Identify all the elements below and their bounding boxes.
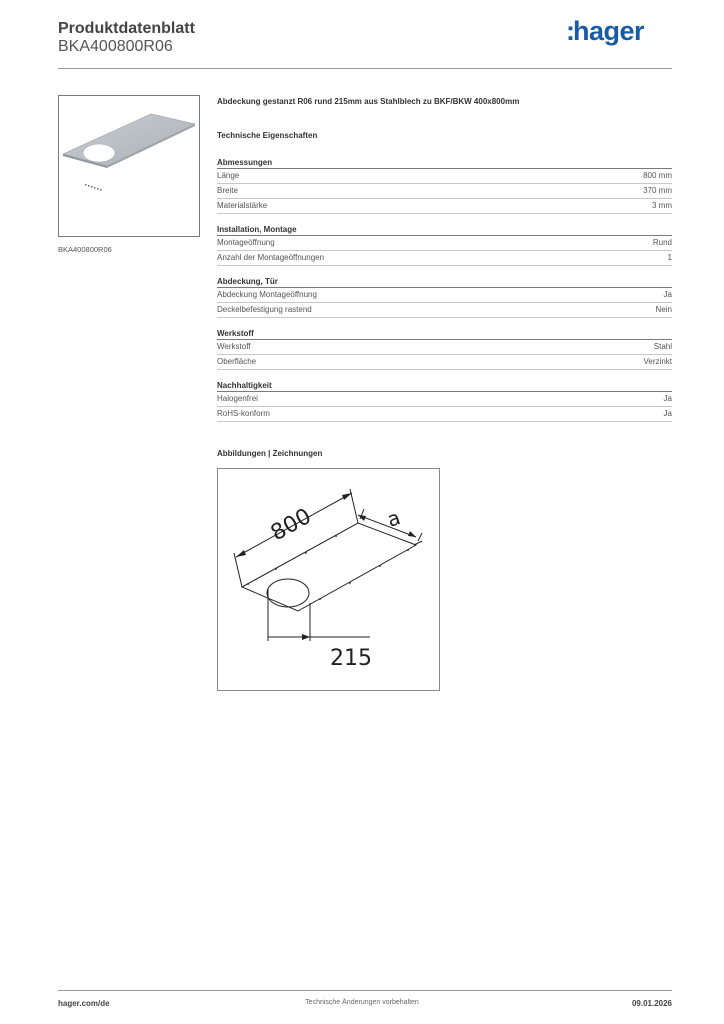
spec-section: [217, 328, 672, 370]
spec-value: Ja: [663, 394, 672, 403]
spec-value: Verzinkt: [643, 357, 672, 366]
spec-row: [217, 169, 672, 184]
footer-divider: [58, 990, 672, 991]
tech-properties-heading: Technische Eigenschaften: [217, 131, 318, 140]
spec-value: 3 mm: [652, 201, 672, 210]
spec-label: Anzahl der Montageöffnungen: [217, 253, 325, 262]
spec-label: Materialstärke: [217, 201, 268, 210]
section-title: Werkstoff: [217, 328, 672, 340]
spec-row: [217, 288, 672, 303]
spec-row: [217, 251, 672, 266]
section-title: Nachhaltigkeit: [217, 380, 672, 392]
technical-drawing: [217, 468, 440, 691]
section-title: Abdeckung, Tür: [217, 276, 672, 288]
spec-row: [217, 236, 672, 251]
spec-section: [217, 224, 672, 266]
spec-section: [217, 380, 672, 422]
spec-row: [217, 407, 672, 422]
spec-label: Abdeckung Montageöffnung: [217, 290, 317, 299]
spec-row: [217, 184, 672, 199]
spec-section: [217, 157, 672, 214]
spec-label: Länge: [217, 171, 240, 180]
product-code: BKA400800R06: [58, 38, 173, 55]
hager-logo[interactable]: [566, 16, 644, 47]
spec-value: 800 mm: [643, 171, 672, 180]
logo-text: hager: [573, 16, 645, 46]
image-caption: BKA400800R06: [58, 245, 112, 254]
section-title: Installation, Montage: [217, 224, 672, 236]
footer-date: 09.01.2026: [631, 999, 672, 1008]
spec-value: Rund: [652, 238, 672, 247]
spec-label: Oberfläche: [217, 357, 257, 366]
product-description: Abdeckung gestanzt R06 rund 215mm aus Stahlblech zu BKF/BKW 400x800mm: [217, 97, 520, 106]
spec-value: Nein: [655, 305, 672, 314]
footer-disclaimer: Technische Änderungen vorbehalten: [305, 999, 419, 1006]
hole-outline: [267, 579, 309, 607]
spec-section: [217, 276, 672, 318]
spec-label: Montageöffnung: [217, 238, 275, 247]
footer-website-link[interactable]: hager.com/de: [58, 999, 110, 1008]
spec-row: [217, 340, 672, 355]
spec-row: [217, 199, 672, 214]
length-dimension-label: 800: [266, 504, 316, 547]
page-title: Produktdatenblatt: [58, 20, 195, 37]
spec-label: Breite: [217, 186, 238, 195]
logo-prefix: :: [566, 16, 573, 46]
spec-label: Deckelbefestigung rastend: [217, 305, 312, 314]
spec-label: Halogenfrei: [217, 394, 258, 403]
spec-value: Stahl: [653, 342, 672, 351]
spec-row: [217, 392, 672, 407]
header-divider: [58, 68, 672, 69]
spec-value: Ja: [663, 290, 672, 299]
hole-diameter-label: 215: [330, 646, 372, 671]
drawings-heading: Abbildungen | Zeichnungen: [217, 449, 323, 458]
spec-row: [217, 303, 672, 318]
section-title: Abmessungen: [217, 157, 672, 169]
spec-label: RoHS-konform: [217, 409, 270, 418]
spec-value: Ja: [663, 409, 672, 418]
spec-label: Werkstoff: [217, 342, 251, 351]
cover-plate-illustration: [59, 96, 199, 236]
spec-value: 1: [667, 253, 672, 262]
spec-row: [217, 355, 672, 370]
width-dimension-label: a: [384, 505, 404, 532]
dimension-drawing: [218, 469, 439, 690]
product-image: [58, 95, 200, 237]
spec-sections: [217, 157, 672, 432]
spec-value: 370 mm: [643, 186, 672, 195]
